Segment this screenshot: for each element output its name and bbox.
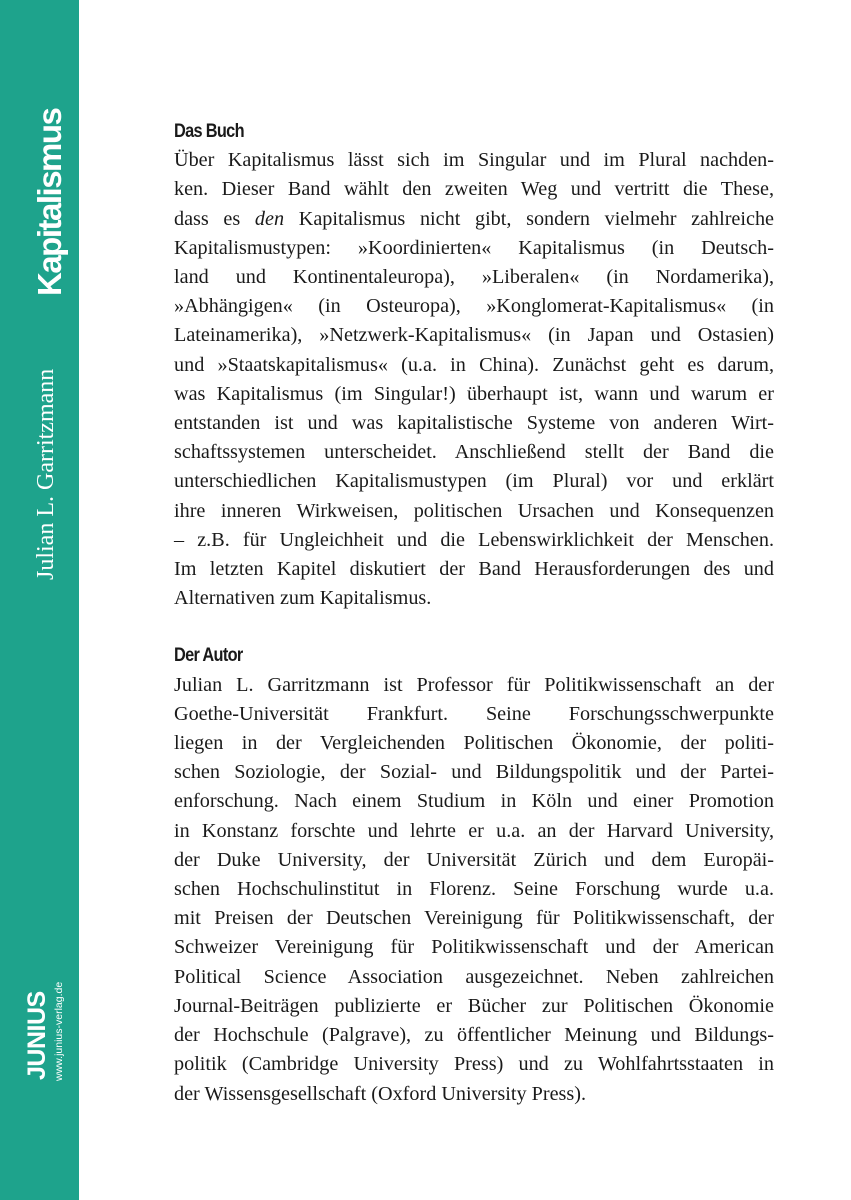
book-line: land und Kontinentaleuropa), »Liberalen« (in Nordamerika), xyxy=(174,266,774,289)
author-line: enforschung. Nach einem Studium in Köln und einer Promotion xyxy=(174,790,774,813)
author-line: Julian L. Garritzmann ist Professor für Politikwissenschaft an der xyxy=(174,673,774,696)
book-line: ken. Dieser Band wählt den zweiten Weg und vertritt die These, xyxy=(174,178,774,201)
book-line: Alternativen zum Kapitalismus. xyxy=(174,587,432,610)
section-gap xyxy=(174,613,774,641)
book-line xyxy=(174,205,774,234)
spine-band xyxy=(0,0,79,1200)
author-line: Political Science Association ausgezeichnet. Neben zahlreichen xyxy=(174,965,774,988)
author-section xyxy=(174,641,774,1108)
publisher-url: www.junius-verlag.de xyxy=(53,981,65,1081)
book-line-text: dass es xyxy=(174,207,241,230)
author-line: der Hochschule (Palgrave), zu öffentlicher Meinung und Bildungs- xyxy=(174,1024,774,1047)
emphasis-word: den xyxy=(254,207,285,230)
book-line: Lateinamerika), »Netzwerk-Kapitalismus« (in Japan und Ostasien) xyxy=(174,324,774,347)
publisher-logo: JUNIUS xyxy=(23,991,51,1080)
author-line: mit Preisen der Deutschen Vereinigung für Politikwissenschaft, der xyxy=(174,907,774,930)
book-line: Kapitalismustypen: »Koordinierten« Kapitalismus (in Deutsch- xyxy=(174,236,774,259)
author-heading: Der Autor xyxy=(174,645,243,667)
blurb-content xyxy=(174,117,774,1109)
book-line: schaftssystemen unterscheidet. Anschließend stellt der Band die xyxy=(174,441,774,464)
book-line: »Abhängigen« (in Osteuropa), »Konglomerat-Kapitalismus« (in xyxy=(174,295,774,318)
book-line: Im letzten Kapitel diskutiert der Band Herausforderungen des und xyxy=(174,558,774,581)
author-line: liegen in der Vergleichenden Politischen Ökonomie, der politi- xyxy=(174,732,774,755)
book-line: ihre inneren Wirkweisen, politischen Ursachen und Konsequenzen xyxy=(174,499,774,522)
book-line: – z.B. für Ungleichheit und die Lebenswirklichkeit der Menschen. xyxy=(174,528,774,551)
spine-author: Julian L. Garritzmann xyxy=(33,368,59,580)
author-line: Schweizer Vereinigung für Politikwissenschaft und der American xyxy=(174,936,774,959)
book-line: was Kapitalismus (im Singular!) überhaupt ist, wann und warum er xyxy=(174,382,774,405)
book-section xyxy=(174,117,774,613)
author-line: der Wissensgesellschaft (Oxford University Press). xyxy=(174,1082,587,1105)
author-line: schen Soziologie, der Sozial- und Bildungspolitik und der Partei- xyxy=(174,761,774,784)
book-line: entstanden ist und was kapitalistische Systeme von anderen Wirt- xyxy=(174,412,774,435)
book-line: Über Kapitalismus lässt sich im Singular und im Plural nachden- xyxy=(174,149,774,172)
author-line: schen Hochschulinstitut in Florenz. Seine Forschung wurde u.a. xyxy=(174,878,774,901)
author-line: in Konstanz forschte und lehrte er u.a. an der Harvard University, xyxy=(174,819,774,842)
author-line: der Duke University, der Universität Zürich und dem Europäi- xyxy=(174,848,774,871)
book-line: unterschiedlichen Kapitalismustypen (im Plural) vor und erklärt xyxy=(174,470,774,493)
author-line: Goethe-Universität Frankfurt. Seine Forschungsschwerpunkte xyxy=(174,702,774,725)
book-line-text: Kapitalismus nicht gibt, sondern vielmehr zahlreiche xyxy=(298,207,775,230)
author-line: Journal-Beiträgen publizierte er Bücher zur Politischen Ökonomie xyxy=(174,994,774,1017)
author-line: politik (Cambridge University Press) und zu Wohlfahrtsstaaten in xyxy=(174,1053,774,1076)
spine-title: Kapitalismus xyxy=(31,108,68,296)
book-line: und »Staatskapitalismus« (u.a. in China). Zunächst geht es darum, xyxy=(174,353,774,376)
book-heading: Das Buch xyxy=(174,121,244,142)
